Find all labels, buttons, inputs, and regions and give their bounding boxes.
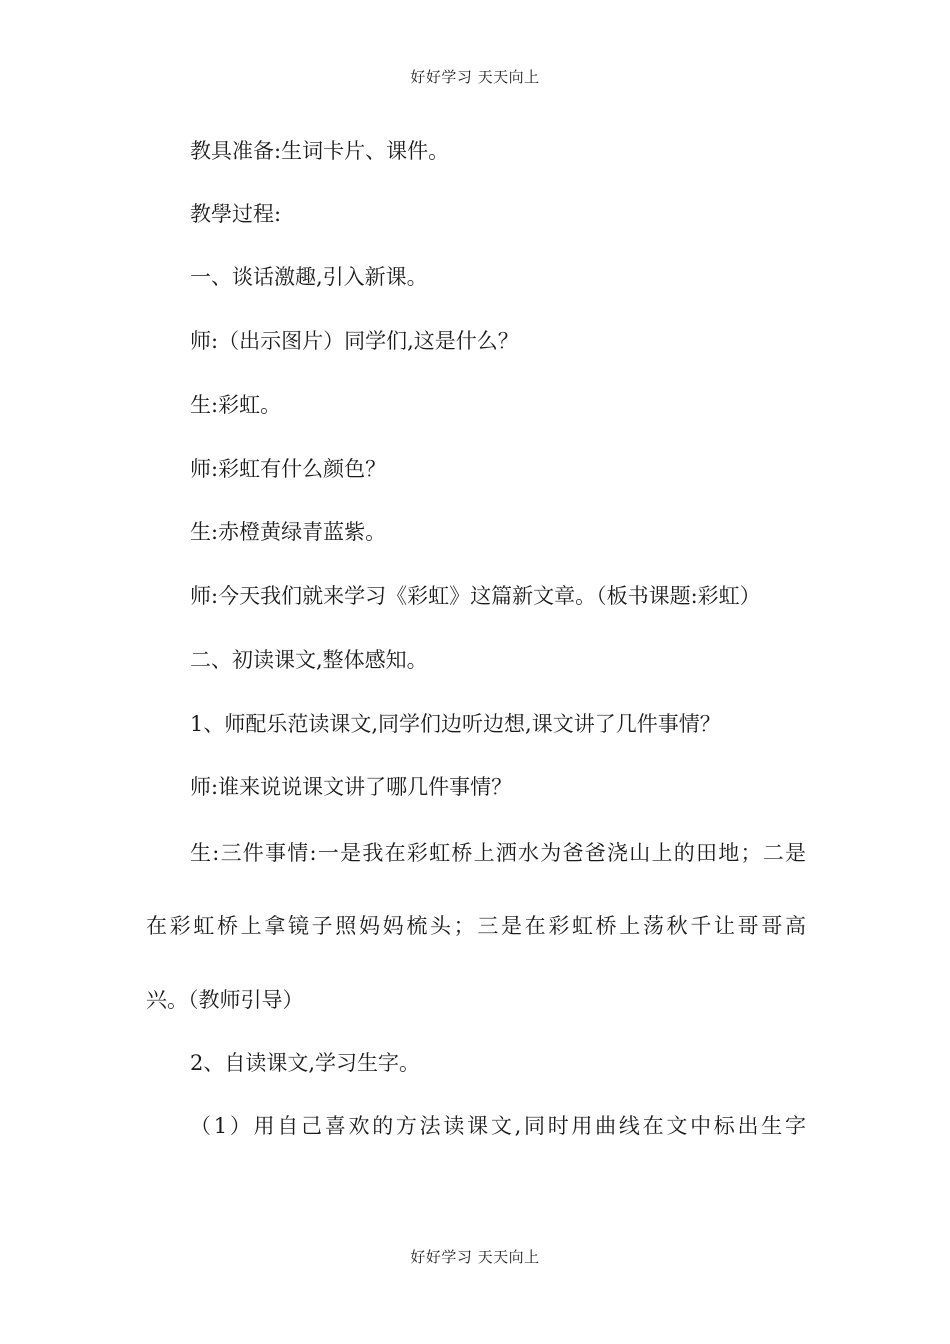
paragraph-step-1: 1、师配乐范读课文,同学们边听边想,课文讲了几件事情？ [190,712,721,736]
page-footer: 好好学习 天天向上 [410,1248,540,1266]
paragraph-answer-line-3: 兴。（教师引导） [146,988,304,1012]
paragraph-dialogue: 师:彩虹有什么颜色？ [190,457,387,481]
paragraph-teaching-aids: 教具准备:生词卡片、课件。 [190,139,450,163]
page-header: 好好学习 天天向上 [410,68,540,86]
paragraph-answer-line-1: 生:三件事情:一是我在彩虹桥上洒水为爸爸浇山上的田地；二是 [190,841,806,865]
paragraph-process-heading: 教學过程: [190,202,282,226]
paragraph-dialogue: 师:今天我们就来学习《彩虹》这篇新文章。（板书课题:彩虹） [190,584,761,608]
paragraph-dialogue: 生:赤橙黄绿青蓝紫。 [190,520,387,544]
paragraph-dialogue: 师:谁来说说课文讲了哪几件事情？ [190,775,513,799]
paragraph-dialogue: 师:（出示图片）同学们,这是什么？ [190,329,519,353]
paragraph-answer-line-2: 在彩虹桥上拿镜子照妈妈梳头；三是在彩虹桥上荡秋千让哥哥高 [146,914,806,938]
paragraph-step-2: 2、自读课文,学习生字。 [190,1051,421,1075]
paragraph-substep-1: （1）用自己喜欢的方法读课文,同时用曲线在文中标出生字 [190,1114,806,1138]
paragraph-dialogue: 生:彩虹。 [190,393,282,417]
section-heading-1: 一、谈话激趣,引入新课。 [190,265,428,289]
section-heading-2: 二、初读课文,整体感知。 [190,648,428,672]
